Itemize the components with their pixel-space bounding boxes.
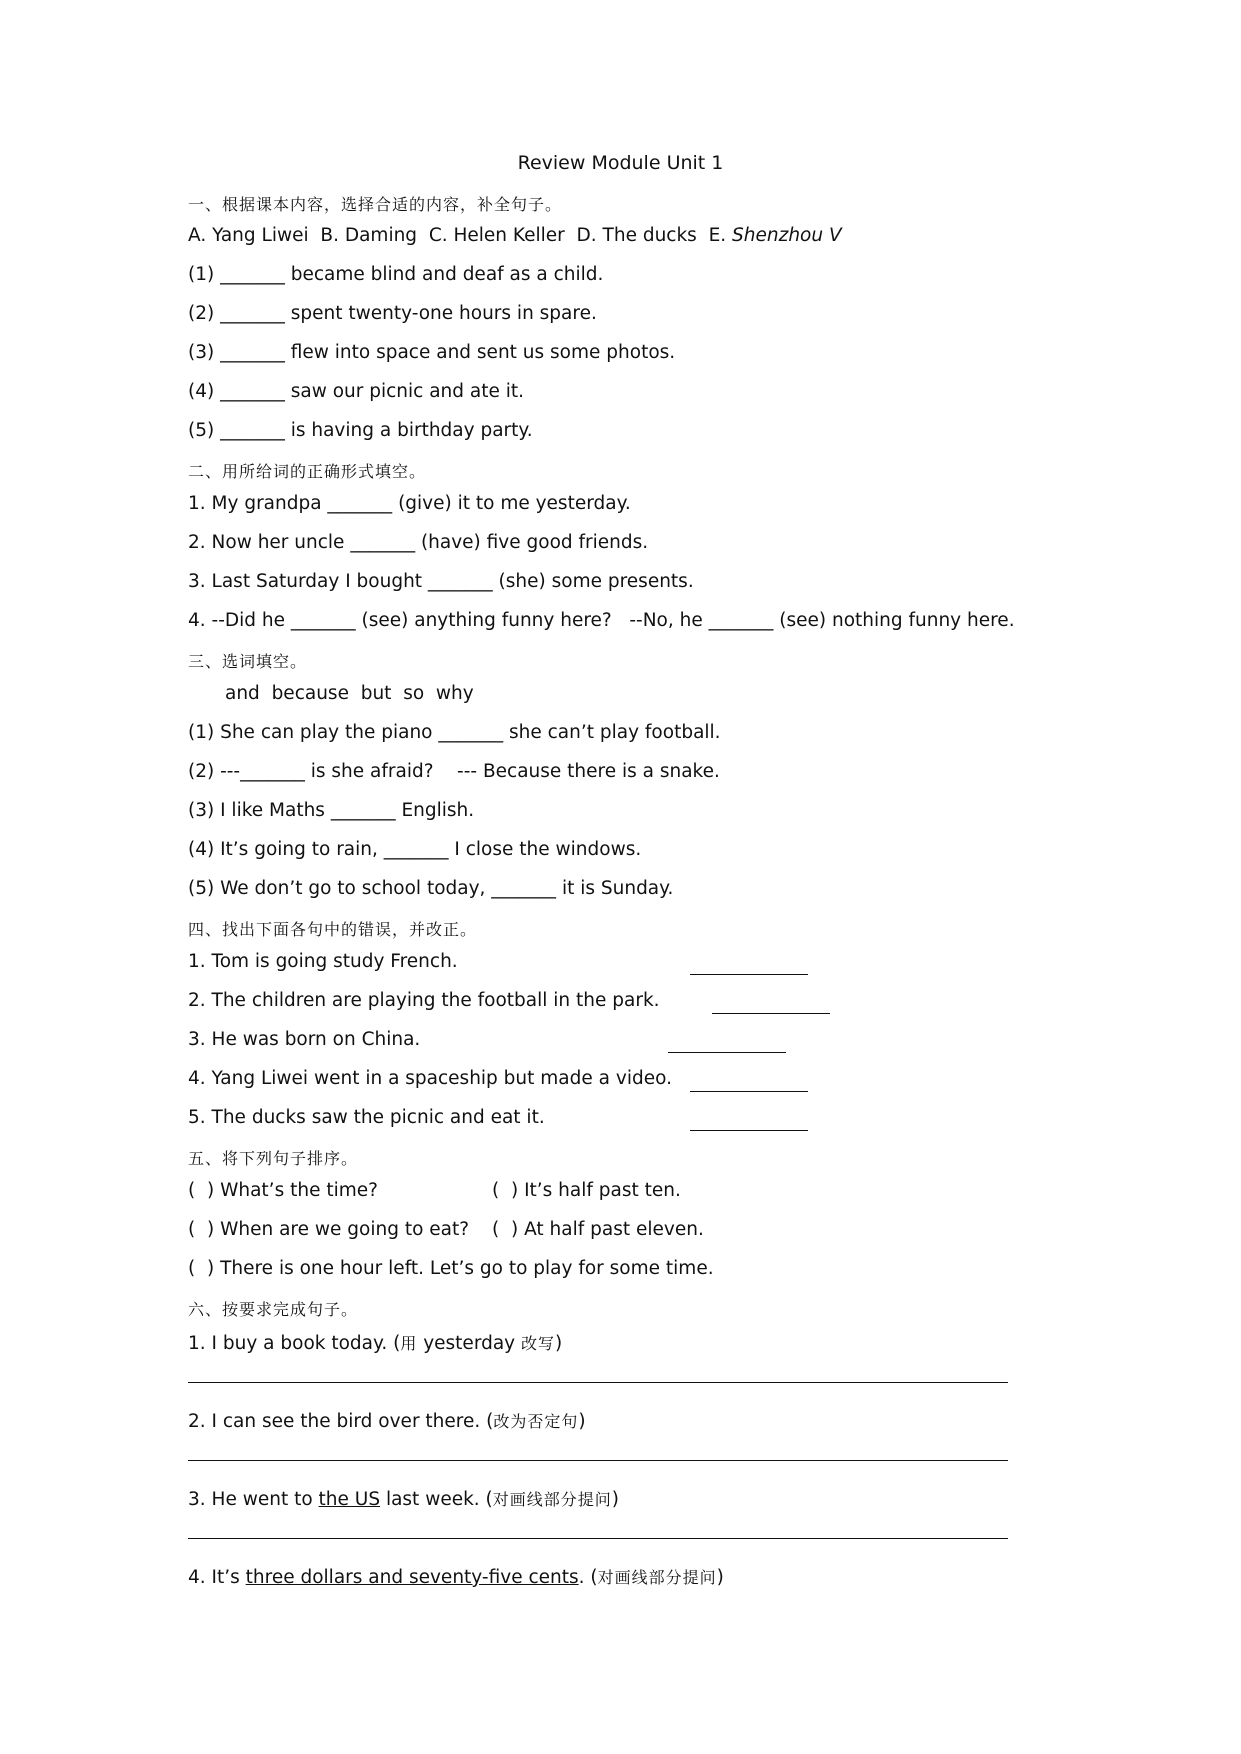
q4-cn: 对画线部分提问 <box>597 1568 717 1587</box>
section-4-item-4: 4. Yang Liwei went in a spaceship but made a video. <box>188 1068 672 1089</box>
q1-cn-1: 用 <box>400 1334 418 1353</box>
section-6-question-2 <box>188 1409 586 1432</box>
section-6-question-4 <box>188 1565 724 1588</box>
q4-end: ) <box>716 1567 724 1588</box>
answer-line-q2 <box>188 1460 1008 1461</box>
section-4-item-3: 3. He was born on China. <box>188 1029 421 1050</box>
q3-pre: 3. He went to <box>188 1489 319 1510</box>
options-italic: Shenzhou V <box>732 225 842 246</box>
section-1-item-2: (2) _______ spent twenty-one hours in spare. <box>188 303 597 324</box>
word-bank: and because but so why <box>225 683 474 704</box>
section-1-item-5: (5) _______ is having a birthday party. <box>188 420 533 441</box>
answer-line-q1 <box>188 1382 1008 1383</box>
q1-cn-2: 改写 <box>521 1334 556 1353</box>
q2-end: ) <box>578 1411 586 1432</box>
q3-underlined: the US <box>318 1489 381 1510</box>
q3-end: ) <box>611 1489 620 1510</box>
section-4-item-5: 5. The ducks saw the picnic and eat it. <box>188 1107 545 1128</box>
section-4-item-2: 2. The children are playing the football in the park. <box>188 990 660 1011</box>
section-2-item-2: 2. Now her uncle _______ (have) five good friends. <box>188 532 649 553</box>
section-1-item-3: (3) _______ flew into space and sent us some photos. <box>188 342 676 363</box>
section-3-item-1: (1) She can play the piano _______ she can’t play football. <box>188 722 721 743</box>
page-title: Review Module Unit 1 <box>517 152 724 174</box>
q3-post: last week. ( <box>380 1489 493 1510</box>
section-2-item-3: 3. Last Saturday I bought _______ (she) some presents. <box>188 571 694 592</box>
answer-line-4 <box>690 1090 808 1092</box>
section-3-item-3: (3) I like Maths _______ English. <box>188 800 475 821</box>
order-item-2: ( ) It’s half past ten. <box>492 1180 681 1201</box>
section-6-heading: 六、按要求完成句子。 <box>188 1300 359 1319</box>
section-3-item-2: (2) ---_______ is she afraid? --- Because there is a snake. <box>188 761 720 782</box>
q4-underlined: three dollars and seventy-five cents <box>245 1567 579 1588</box>
order-item-5: ( ) There is one hour left. Let’s go to play for some time. <box>188 1258 714 1279</box>
q2-text: 2. I can see the bird over there. ( <box>188 1411 494 1432</box>
q2-cn: 改为否定句 <box>493 1412 579 1431</box>
section-1-item-4: (4) _______ saw our picnic and ate it. <box>188 381 525 402</box>
section-5-heading: 五、将下列句子排序。 <box>188 1149 359 1168</box>
order-item-4: ( ) At half past eleven. <box>492 1219 704 1240</box>
section-6-question-3 <box>188 1487 619 1510</box>
q1-text: 1. I buy a book today. ( <box>188 1333 401 1354</box>
q4-pre: 4. It’s <box>188 1567 246 1588</box>
options-text: A. Yang Liwei B. Daming C. Helen Keller D. The ducks E. <box>188 225 733 246</box>
order-item-3: ( ) When are we going to eat? <box>188 1219 470 1240</box>
q1-end: ) <box>555 1333 563 1354</box>
section-4-heading: 四、找出下面各句中的错误，并改正。 <box>188 920 478 939</box>
answer-line-2 <box>712 1012 830 1014</box>
section-1-item-1: (1) _______ became blind and deaf as a child. <box>188 264 604 285</box>
answer-line-1 <box>690 973 808 975</box>
section-3-heading: 三、选词填空。 <box>188 652 308 671</box>
q3-cn: 对画线部分提问 <box>492 1490 612 1509</box>
section-2-heading: 二、用所给词的正确形式填空。 <box>188 462 427 481</box>
section-2-item-4: 4. --Did he _______ (see) anything funny here? --No, he _______ (see) nothing funny here. <box>188 610 1015 631</box>
q1-mid: yesterday <box>417 1333 522 1354</box>
answer-line-q3 <box>188 1538 1008 1539</box>
section-1-heading: 一、根据课本内容，选择合适的内容，补全句子。 <box>188 195 563 214</box>
order-item-1: ( ) What’s the time? <box>188 1180 378 1201</box>
answer-line-5 <box>690 1129 808 1131</box>
q4-post: . ( <box>578 1567 598 1588</box>
section-6-question-1 <box>188 1331 562 1354</box>
section-3-item-5: (5) We don’t go to school today, _______ it is Sunday. <box>188 878 674 899</box>
section-1-options <box>188 225 842 246</box>
section-2-item-1: 1. My grandpa _______ (give) it to me yesterday. <box>188 493 631 514</box>
answer-line-3 <box>668 1051 786 1053</box>
section-3-item-4: (4) It’s going to rain, _______ I close the windows. <box>188 839 642 860</box>
section-4-item-1: 1. Tom is going study French. <box>188 951 458 972</box>
